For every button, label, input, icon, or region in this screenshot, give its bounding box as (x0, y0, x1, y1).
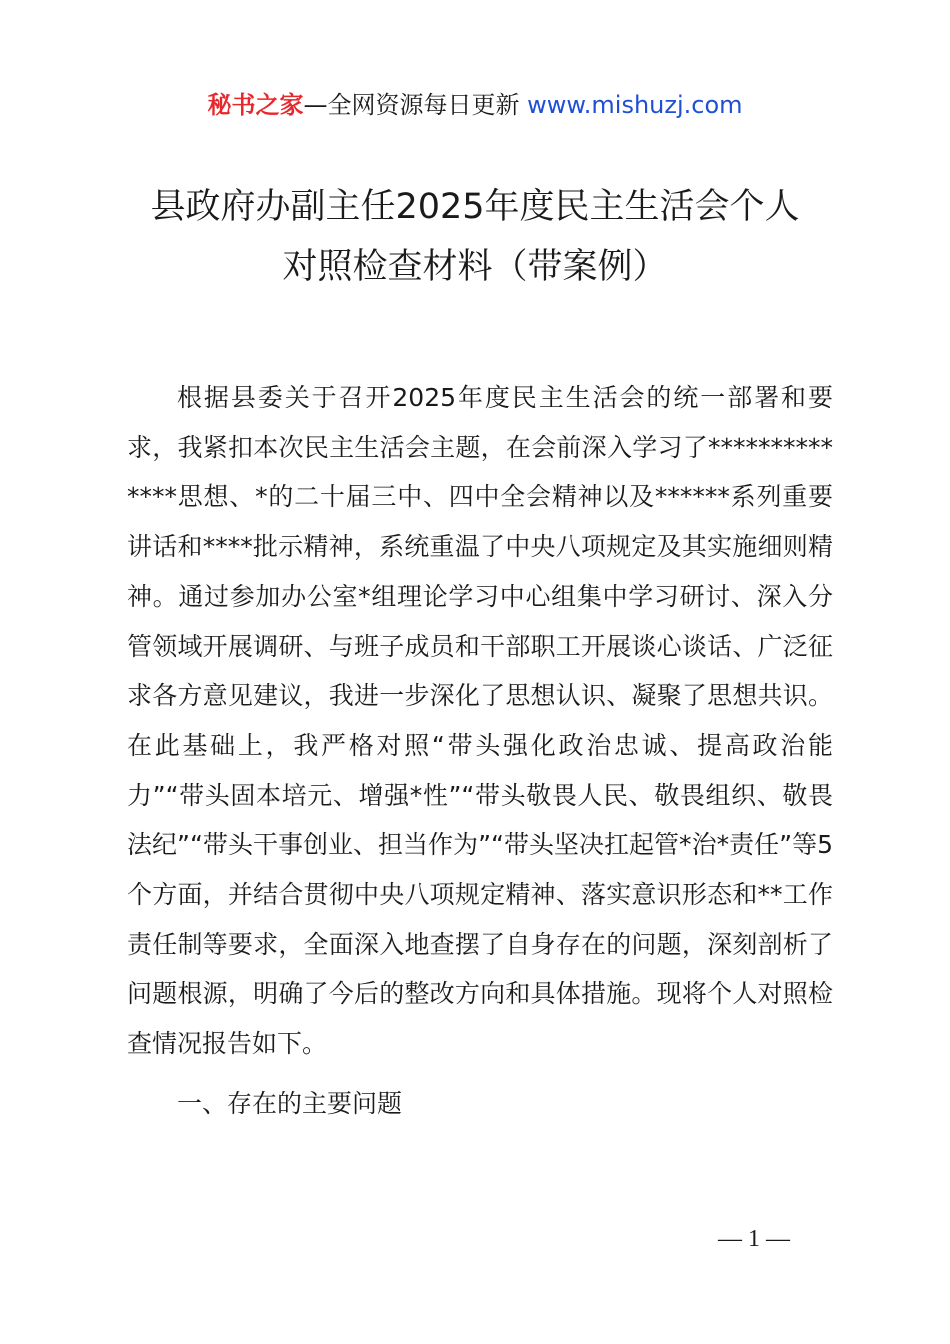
site-header (0, 88, 950, 122)
page-number: — 1 — (718, 1226, 790, 1252)
site-url[interactable]: www.mishuzj.com (527, 91, 743, 119)
body-paragraph: 根据县委关于召开2025年度民主生活会的统一部署和要求，我紧扣本次民主生活会主题，在会前深入学习了**************思想、*的二十届三中、四中全会精神以及******系列重要讲话和****批示精神，系统重温了中央八项规定及其实施细则精神。通过参加办公室*组理论学习中心组集中学习研讨、深入分管领域开展调研、与班子成员和干部职工开展谈心谈话、广泛征求各方意见建议，我进一步深化了思想认识、凝聚了思想共识。在此基础上，我严格对照“带头强化政治忠诚、提高政治能力”“带头固本培元、增强*性”“带头敬畏人民、敬畏组织、敬畏法纪”“带头干事创业、担当作为”“带头坚决扛起管*治*责任”等5个方面，并结合贯彻中央八项规定精神、落实意识形态和**工作责任制等要求，全面深入地查摆了自身存在的问题，深刻剖析了问题根源，明确了今后的整改方向和具体措施。现将个人对照检查情况报告如下。 (127, 383, 833, 1059)
document-title (0, 183, 950, 291)
section-heading: 一、存在的主要问题 (177, 1089, 403, 1118)
title-line-2: 对照检查材料（带案例） (282, 247, 668, 287)
title-line-1: 县政府办副主任2025年度民主生活会个人 (150, 187, 800, 227)
site-brand: 秘书之家 (207, 91, 304, 119)
site-tagline: —全网资源每日更新 (303, 91, 528, 119)
